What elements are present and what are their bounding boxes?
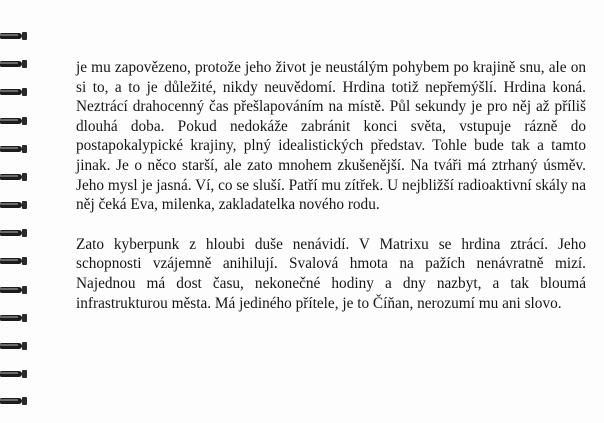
paragraph-1: je mu zapovězeno, protože jeho život je neustálým pohybem po krajině snu, ale on si to, a to je důležité, nikdy neuvědomí. Hrdina totiž nepřemýšlí. Hrdina koná. Neztrácí drahocenný čas přešlapováním na místě. Půl sekundy je pro něj až příliš dlouhá doba. Pokud nedokáže zabránit konci světa, vstupuje rázně do postapokalypické krajiny, plný idealistických představ. Tohle bude tak a tamto jinak. Je o něco starší, ale zato mnohem zkušenější. Na tváři má ztrhaný úsměv. Jeho mysl je jasná. Ví, co se sluší. Patří mu zítřek. U nejbližší radioaktivní skály na něj čeká Eva, milenka, zakladatelka nového rodu. (76, 59, 586, 214)
spiral-ring (0, 227, 30, 239)
spiral-ring (0, 58, 30, 70)
spiral-ring (0, 115, 30, 127)
spiral-ring (0, 171, 30, 183)
spiral-binding (0, 0, 34, 423)
spiral-ring (0, 284, 30, 296)
spiral-ring (0, 30, 30, 42)
spiral-ring (0, 312, 30, 324)
spiral-ring (0, 255, 30, 267)
spiral-ring (0, 395, 30, 407)
spiral-ring (0, 199, 30, 211)
spiral-ring (0, 340, 30, 352)
paragraph-2: Zato kyberpunk z hloubi duše nenávidí. V Matrixu se hrdina ztrácí. Jeho schopnosti vzájemně anihilují. Svalová hmota na pažích nenávratně mizí. Najednou má dost času, nekonečné hodiny a dny nazbyt, a tak bloumá infrastrukturou města. Má jediného přítele, je to Číňan, nerozumí mu ani slovo. (76, 235, 586, 312)
spiral-ring (0, 143, 30, 155)
spiral-ring (0, 86, 30, 98)
spiral-ring (0, 368, 30, 380)
body-text (76, 58, 586, 313)
